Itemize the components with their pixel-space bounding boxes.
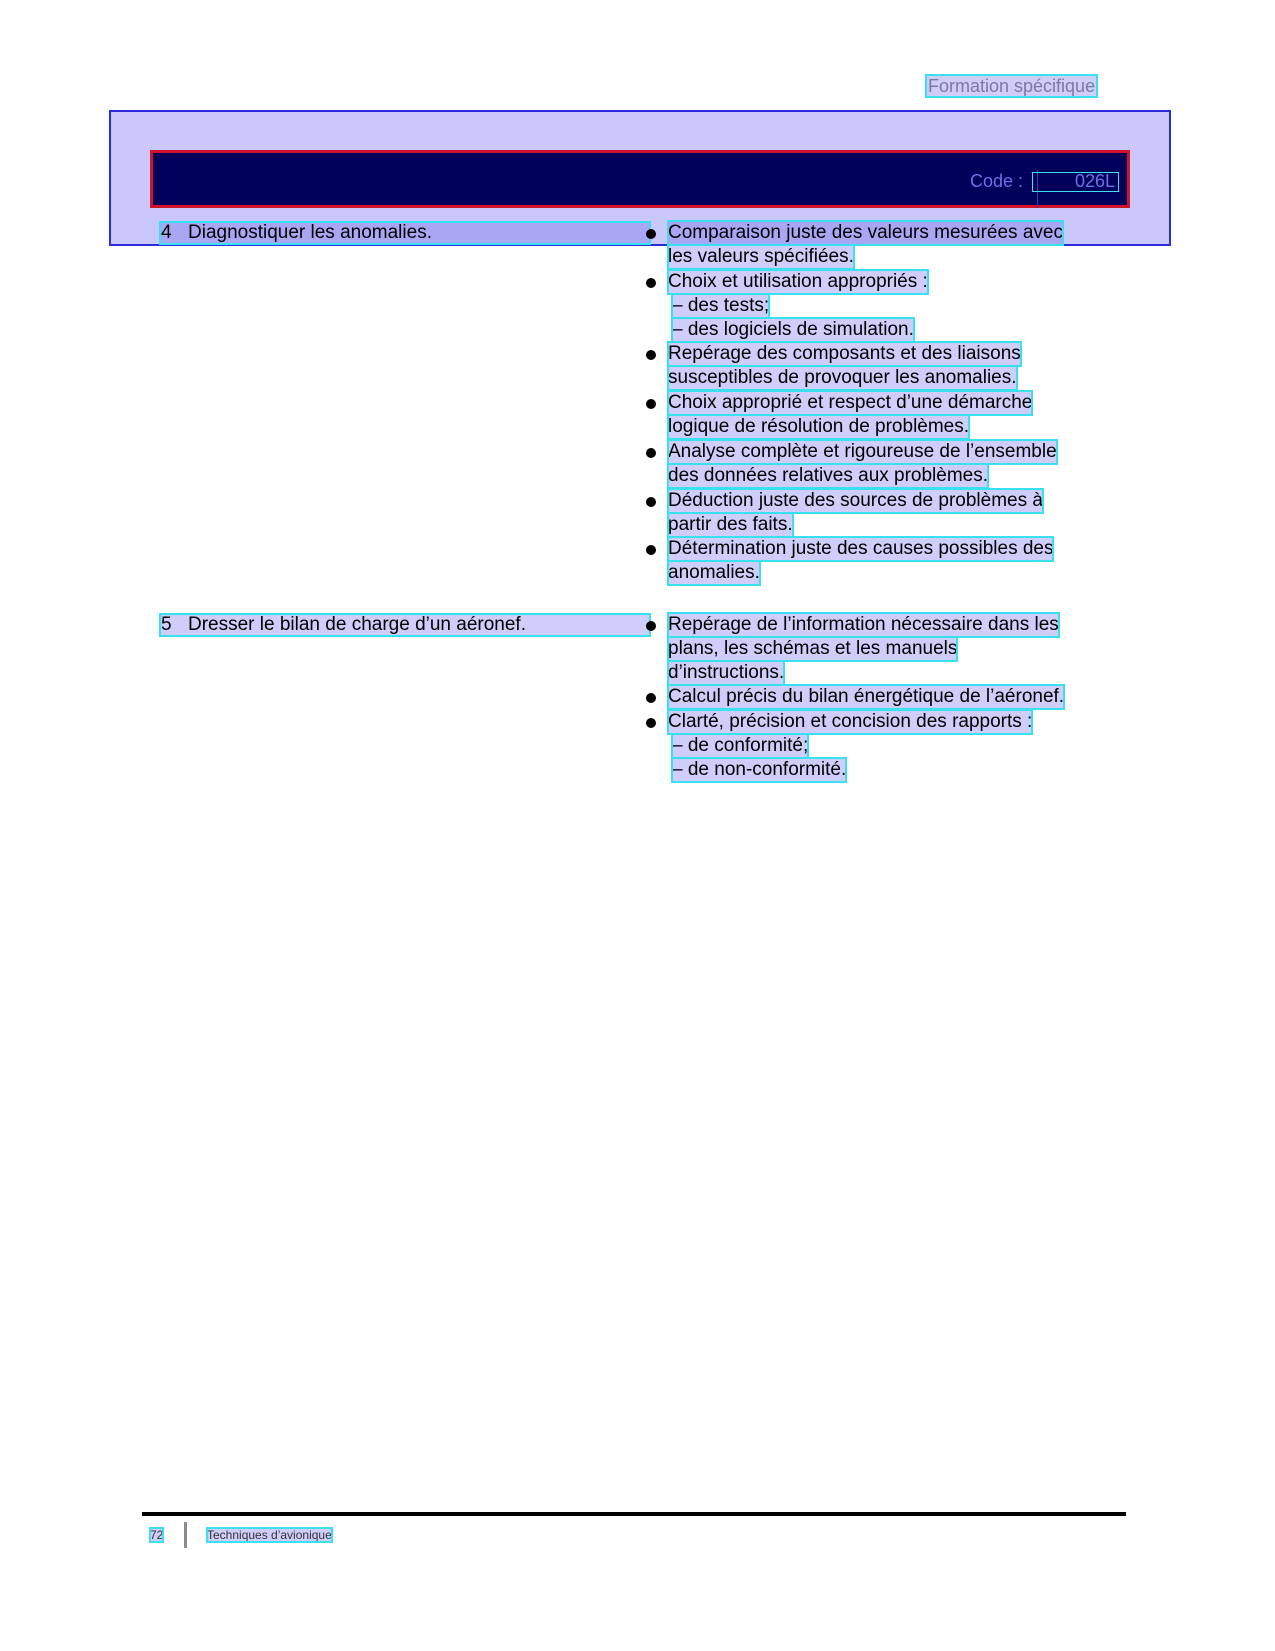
criterion-line: Clarté, précision et concision des rapports :: [668, 711, 1033, 732]
criterion-line: partir des faits.: [668, 514, 793, 535]
criterion-line: Repérage de l’information nécessaire dans les: [668, 614, 1059, 635]
section-header-label: Formation spécifique: [928, 76, 1096, 96]
criterion-line: d’instructions.: [668, 662, 785, 683]
criterion-line: les valeurs spécifiées.: [668, 246, 854, 267]
criterion-subitem: – des logiciels de simulation.: [672, 319, 914, 340]
criterion-line: anomalies.: [668, 562, 760, 583]
code-label: Code :: [970, 171, 1024, 191]
bullet-icon: [646, 497, 656, 507]
criterion-line: Calcul précis du bilan énergétique de l’aéronef.: [668, 686, 1065, 707]
criterion-line: Choix et utilisation appropriés :: [668, 271, 928, 292]
footer-title: Techniques d’avionique: [207, 1528, 332, 1542]
footer-separator: [184, 1522, 187, 1548]
bullet-icon: [646, 229, 656, 239]
criterion-line: Comparaison juste des valeurs mesurées avec: [668, 222, 1063, 243]
bullet-icon: [646, 545, 656, 555]
criterion-line: Détermination juste des causes possibles des: [668, 538, 1054, 559]
code-value: 026L: [1075, 171, 1116, 191]
criterion-line: Choix approprié et respect d’une démarche: [668, 392, 1033, 413]
bullet-icon: [646, 448, 656, 458]
objective-text: Diagnostiquer les anomalies.: [188, 222, 432, 243]
criterion-line: Repérage des composants et des liaisons: [668, 343, 1021, 364]
footer-rule: [142, 1512, 1126, 1516]
criterion-line: des données relatives aux problèmes.: [668, 465, 989, 486]
bullet-icon: [646, 621, 656, 631]
bullet-icon: [646, 399, 656, 409]
criterion-subitem: – de non-conformité.: [672, 759, 847, 780]
objective-text: Dresser le bilan de charge d’un aéronef.: [188, 614, 526, 635]
criterion-subitem: – des tests;: [672, 295, 770, 316]
criterion-line: Analyse complète et rigoureuse de l’ensemble: [668, 441, 1057, 462]
objective-number: 5: [161, 614, 172, 635]
criterion-line: Déduction juste des sources de problèmes à: [668, 490, 1043, 511]
criterion-subitem: – de conformité;: [672, 735, 809, 756]
bullet-icon: [646, 278, 656, 288]
objective-number: 4: [161, 222, 172, 243]
page-number: 72: [150, 1528, 164, 1542]
criterion-line: susceptibles de provoquer les anomalies.: [668, 367, 1017, 388]
criterion-line: logique de résolution de problèmes.: [668, 416, 970, 437]
bullet-icon: [646, 693, 656, 703]
bullet-icon: [646, 350, 656, 360]
criterion-line: plans, les schémas et les manuels: [668, 638, 958, 659]
bullet-icon: [646, 718, 656, 728]
